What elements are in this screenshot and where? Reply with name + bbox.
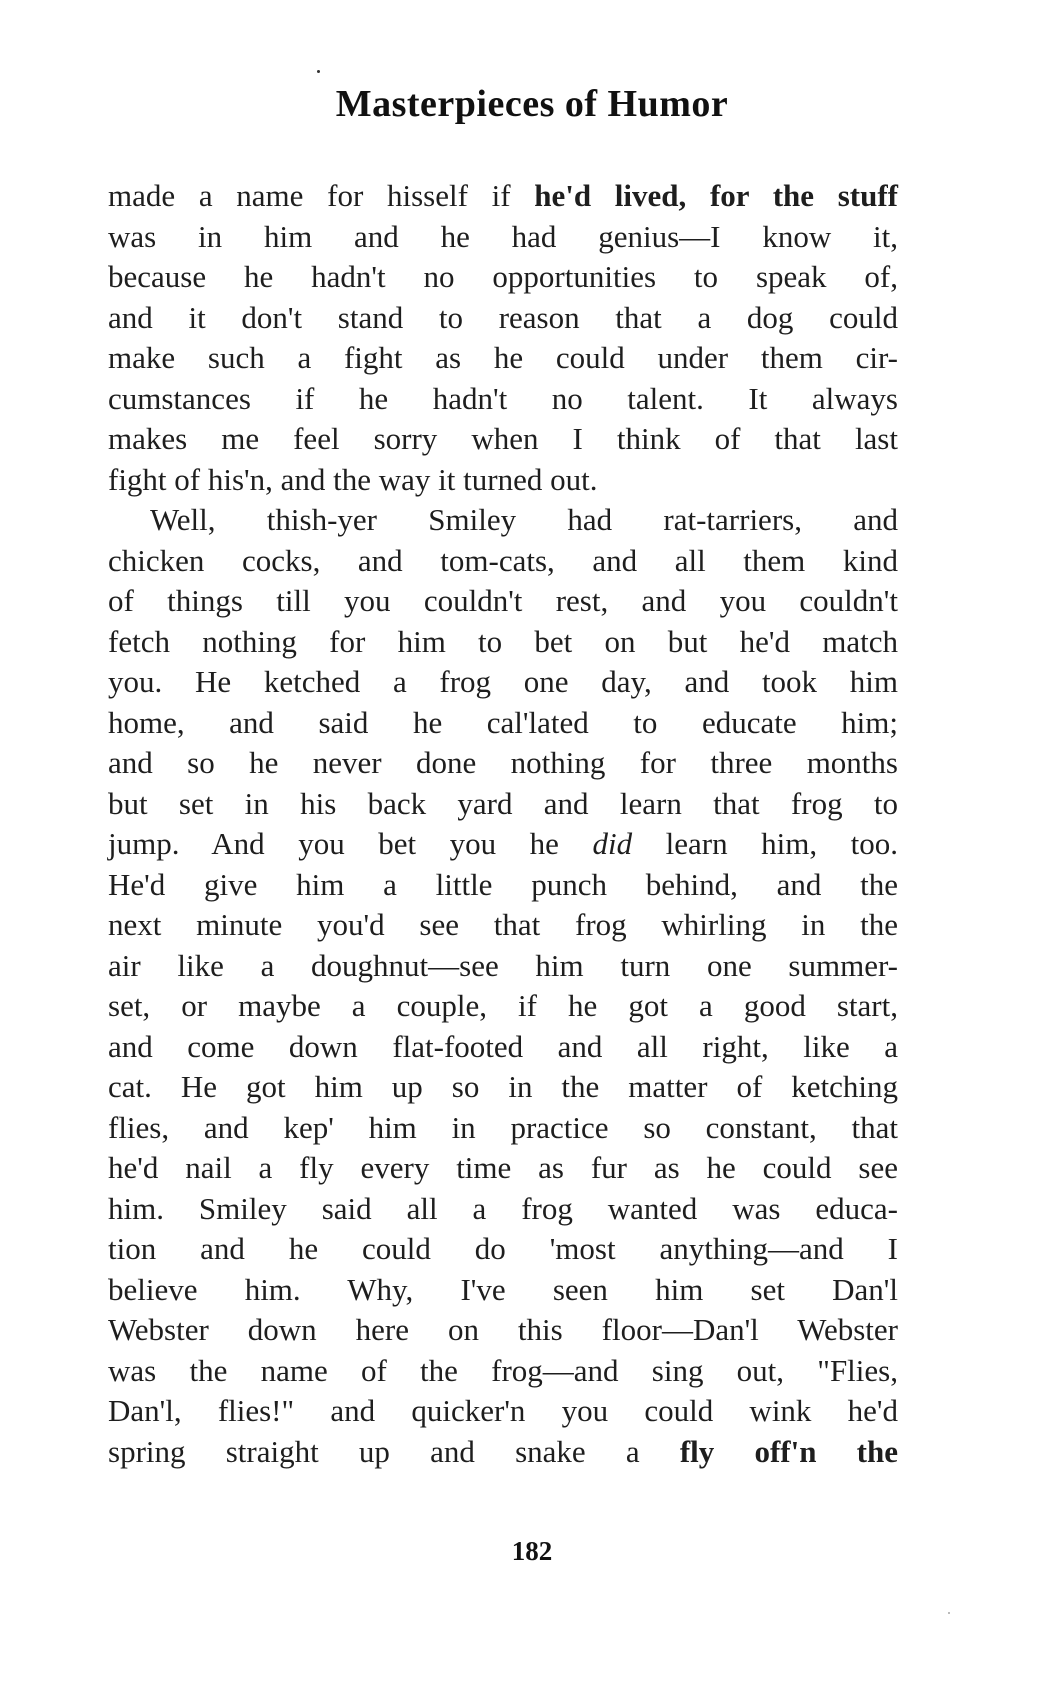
running-head: Masterpieces of Humor (335, 83, 729, 125)
text-line: flies, and kep' him in practice so constant, that (108, 1109, 898, 1145)
text-line: fetch nothing for him to bet on but he'd match (108, 623, 898, 659)
text-line: cumstances if he hadn't no talent. It always (108, 380, 898, 416)
text-line: air like a doughnut—see him turn one summer- (108, 947, 898, 983)
text-line: cat. He got him up so in the matter of ketching (108, 1069, 898, 1104)
body-text (108, 176, 898, 1472)
text-line: made a name for hisself if he'd lived, for the stuff (108, 178, 898, 213)
text-line: of things till you couldn't rest, and you couldn't (108, 583, 898, 618)
text-line: and come down flat-footed and all right, like a (108, 1028, 898, 1064)
text-line: because he hadn't no opportunities to speak of, (108, 259, 898, 294)
text-line: believe him. Why, I've seen him set Dan'l (108, 1271, 898, 1307)
text-line: chicken cocks, and tom-cats, and all them kind (108, 542, 898, 578)
text-line: make such a fight as he could under them cir- (108, 340, 898, 375)
text-line: and it don't stand to reason that a dog could (108, 299, 898, 335)
text-line: fight of his'n, and the way it turned out. (108, 461, 598, 497)
text-line: but set in his back yard and learn that frog to (108, 785, 898, 821)
text-line: was the name of the frog—and sing out, "Flies, (108, 1352, 898, 1388)
text-line: Dan'l, flies!" and quicker'n you could wink he'd (108, 1393, 898, 1428)
paper-speck (948, 1612, 950, 1614)
text-line: makes me feel sorry when I think of that last (108, 421, 898, 456)
text-line: Webster down here on this floor—Dan'l Webster (108, 1312, 898, 1347)
text-line: He'd give him a little punch behind, and the (108, 866, 898, 902)
text-line: next minute you'd see that frog whirling in the (108, 907, 898, 942)
text-line: you. He ketched a frog one day, and took him (108, 664, 898, 699)
page-number: 182 (511, 1536, 553, 1566)
text-line: set, or maybe a couple, if he got a good start, (108, 988, 898, 1023)
text-line: him. Smiley said all a frog wanted was educa- (108, 1190, 898, 1226)
text-line: spring straight up and snake a fly off'n the (108, 1433, 898, 1469)
text-line: he'd nail a fly every time as fur as he could see (108, 1150, 898, 1185)
text-line: jump. And you bet you he did learn him, too. (108, 826, 898, 861)
text-line: and so he never done nothing for three months (108, 745, 898, 780)
text-line: home, and said he cal'lated to educate him; (108, 704, 898, 740)
text-line: was in him and he had genius—I know it, (108, 218, 898, 254)
text-line: tion and he could do 'most anything—and I (108, 1231, 898, 1266)
text-line: Well, thish-yer Smiley had rat-tarriers, and (150, 502, 898, 537)
printer-mark (317, 70, 320, 73)
